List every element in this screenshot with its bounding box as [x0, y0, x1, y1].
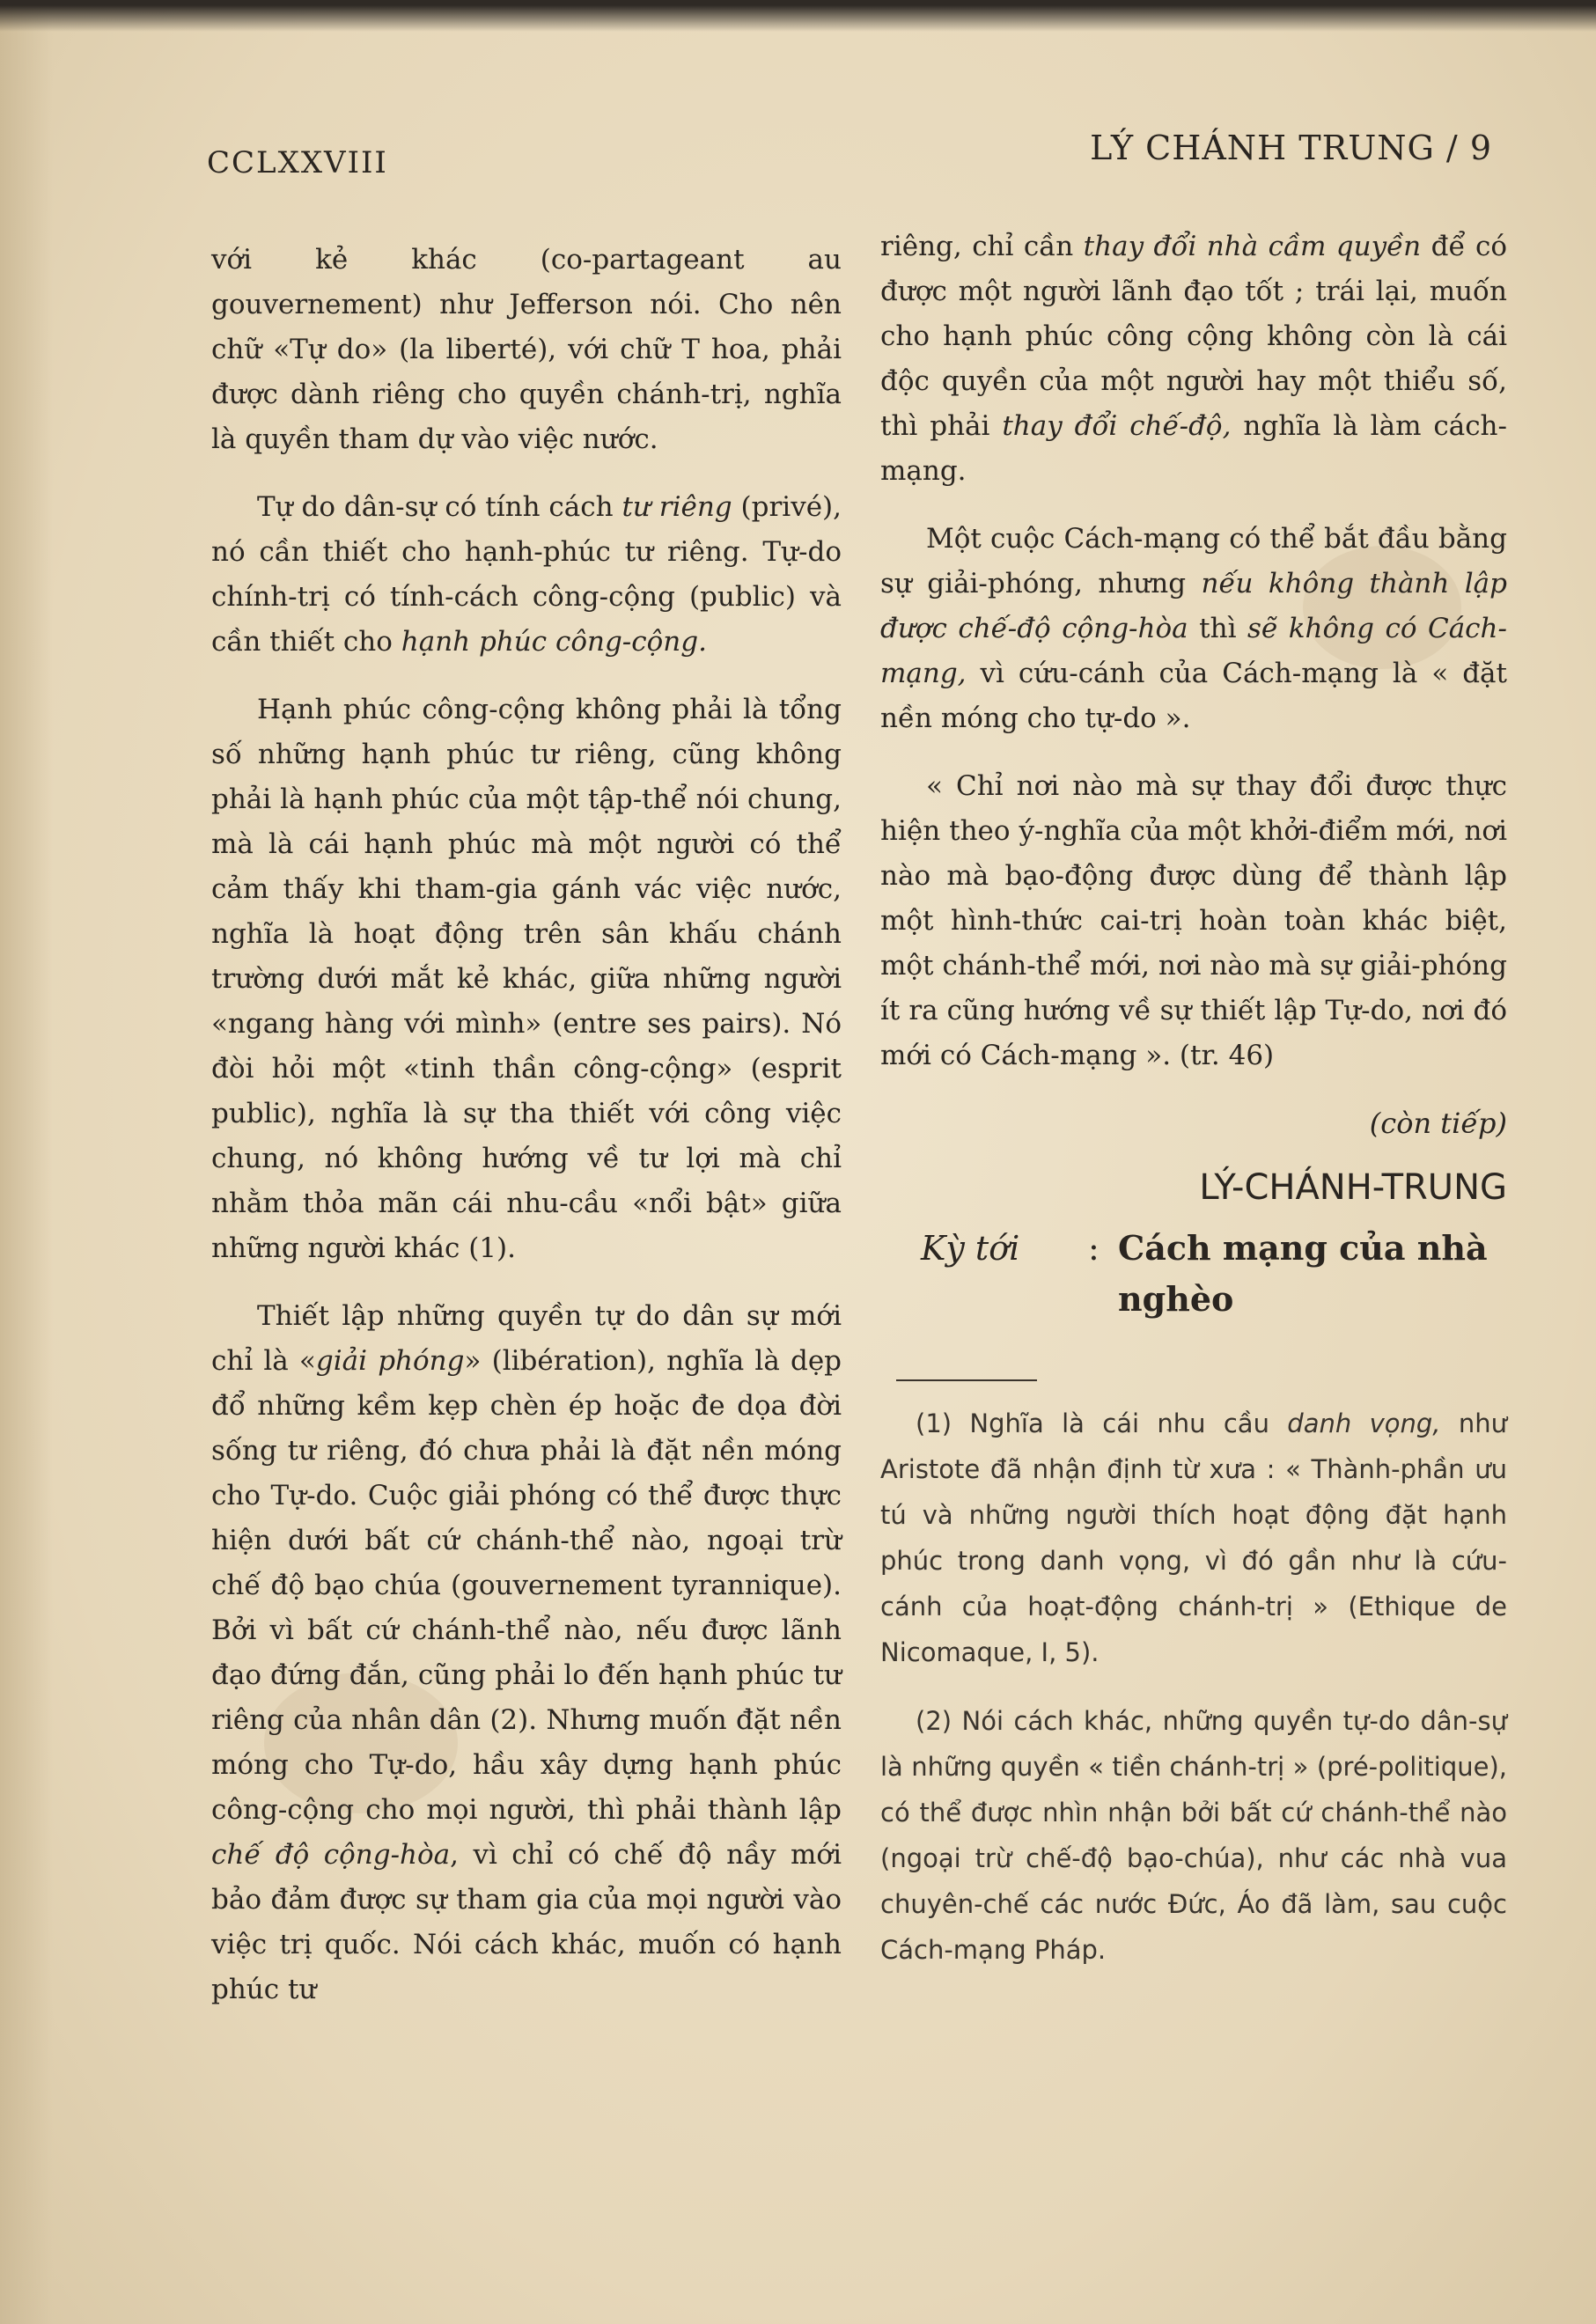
footnote-1: (1) Nghĩa là cái nhu cầu danh vọng, như Aristote đã nhận định từ xưa : « Thành-phần ưu tú và những người thích hoạt động đặt hạnh phúc trong danh vọng, vì đó gần như là cứu-cánh của hoạt-động chánh-trị » (Ethique de Nicomaque, I, 5).	[880, 1408, 1507, 1667]
footnote-2: (2) Nói cách khác, những quyền tự-do dân-sự là những quyền « tiền chánh-trị » (pré-politique), có thể được nhìn nhận bởi bất cứ chánh-thể nào (ngoại trừ chế-độ bạo-chúa), như các nhà vua chuyên-chế các nước Đức, Áo đã làm, sau cuộc Cách-mạng Pháp.	[880, 1706, 1507, 1965]
paragraph: Hạnh phúc công-cộng không phải là tổng số những hạnh phúc tư riêng, cũng không phải là hạnh phúc của một tập-thể nói chung, mà là cái hạnh phúc mà một người có thể cảm thấy khi tham-gia gánh vác việc nước, nghĩa là hoạt động trên sân khấu chánh trường dưới mắt kẻ khác, giữa những người «ngang hàng với mình» (entre ses pairs). Nó đòi hỏi một «tinh thần công-cộng» (esprit public), nghĩa là sự tha thiết với công việc chung, nó không hướng về tư lợi mà chỉ nhằm thỏa mãn cái nhu-cầu «nổi bật» giữa những người khác (1).	[211, 694, 842, 1264]
page-top-edge	[0, 0, 1596, 32]
page-header-author-page: LÝ CHÁNH TRUNG / 9	[1090, 129, 1492, 167]
paragraph: Một cuộc Cách-mạng có thể bắt đầu bằng sự giải-phóng, nhưng nếu không thành lập được chế-độ cộng-hòa thì sẽ không có Cách-mạng, vì cứu-cánh của Cách-mạng là « đặt nền móng cho tự-do ».	[880, 523, 1507, 734]
paragraph: Tự do dân-sự có tính cách tư riêng (privé), nó cần thiết cho hạnh-phúc tư riêng. Tự-do chính-trị có tính-cách công-cộng (public) và cần thiết cho hạnh phúc công-cộng.	[211, 491, 842, 658]
next-issue-label: Kỳ tới	[921, 1229, 1020, 1268]
to-be-continued: (còn tiếp)	[1369, 1107, 1507, 1140]
paragraph: riêng, chỉ cần thay đổi nhà cầm quyền để có được một người lãnh đạo tốt ; trái lại, muốn cho hạnh phúc công cộng không còn là cái độc quyền của một người hay một thiểu số, thì phải thay đổi chế-độ, nghĩa là làm cách-mạng.	[880, 231, 1508, 487]
next-issue-title: Cách mạng của nhà nghèo	[1118, 1228, 1488, 1319]
author-signature: LÝ-CHÁNH-TRUNG	[1199, 1167, 1507, 1208]
footnote-divider	[896, 1379, 1037, 1381]
next-issue	[880, 1223, 1507, 1325]
page-header-volume: CCLXXVIII	[207, 145, 388, 180]
page-edge-shadow	[0, 0, 53, 2324]
quote-paragraph: « Chỉ nơi nào mà sự thay đổi được thực hiện theo ý-nghĩa của một khởi-điểm mới, nơi nào mà bạo-động được dùng để thành lập một hình-thức cai-trị hoàn toàn khác biệt, một chánh-thể mới, nơi nào mà sự giải-phóng ít ra cũng hướng về sự thiết lập Tự-do, nơi đó mới có Cách-mạng ». (tr. 46)	[880, 770, 1507, 1071]
next-issue-separator: :	[1088, 1229, 1100, 1268]
paragraph: Thiết lập những quyền tự do dân sự mới chỉ là «giải phóng» (libération), nghĩa là dẹp đổ những kềm kẹp chèn ép hoặc đe dọa đời sống tư riêng, đó chưa phải là đặt nền móng cho Tự-do. Cuộc giải phóng có thể được thực hiện dưới bất cứ chánh-thể nào, ngoại trừ chế độ bạo chúa (gouvernement tyrannique). Bởi vì bất cứ chánh-thể nào, nếu được lãnh đạo đứng đắn, cũng phải lo đến hạnh phúc tư riêng của nhân dân (2). Nhưng muốn đặt nền móng cho Tự-do, hầu xây dựng hạnh phúc công-cộng cho mọi người, thì phải thành lập chế độ cộng-hòa, vì chỉ có chế độ nầy mới bảo đảm được sự tham gia của mọi người vào việc trị quốc. Nói cách khác, muốn có hạnh phúc tư	[211, 1300, 842, 2005]
right-column	[880, 224, 1507, 1996]
left-column	[211, 238, 842, 2035]
paragraph: với kẻ khác (co-partageant au gouvernement) như Jefferson nói. Cho nên chữ «Tự do» (la liberté), với chữ T hoa, phải được dành riêng cho quyền chánh-trị, nghĩa là quyền tham dự vào việc nước.	[211, 244, 842, 455]
